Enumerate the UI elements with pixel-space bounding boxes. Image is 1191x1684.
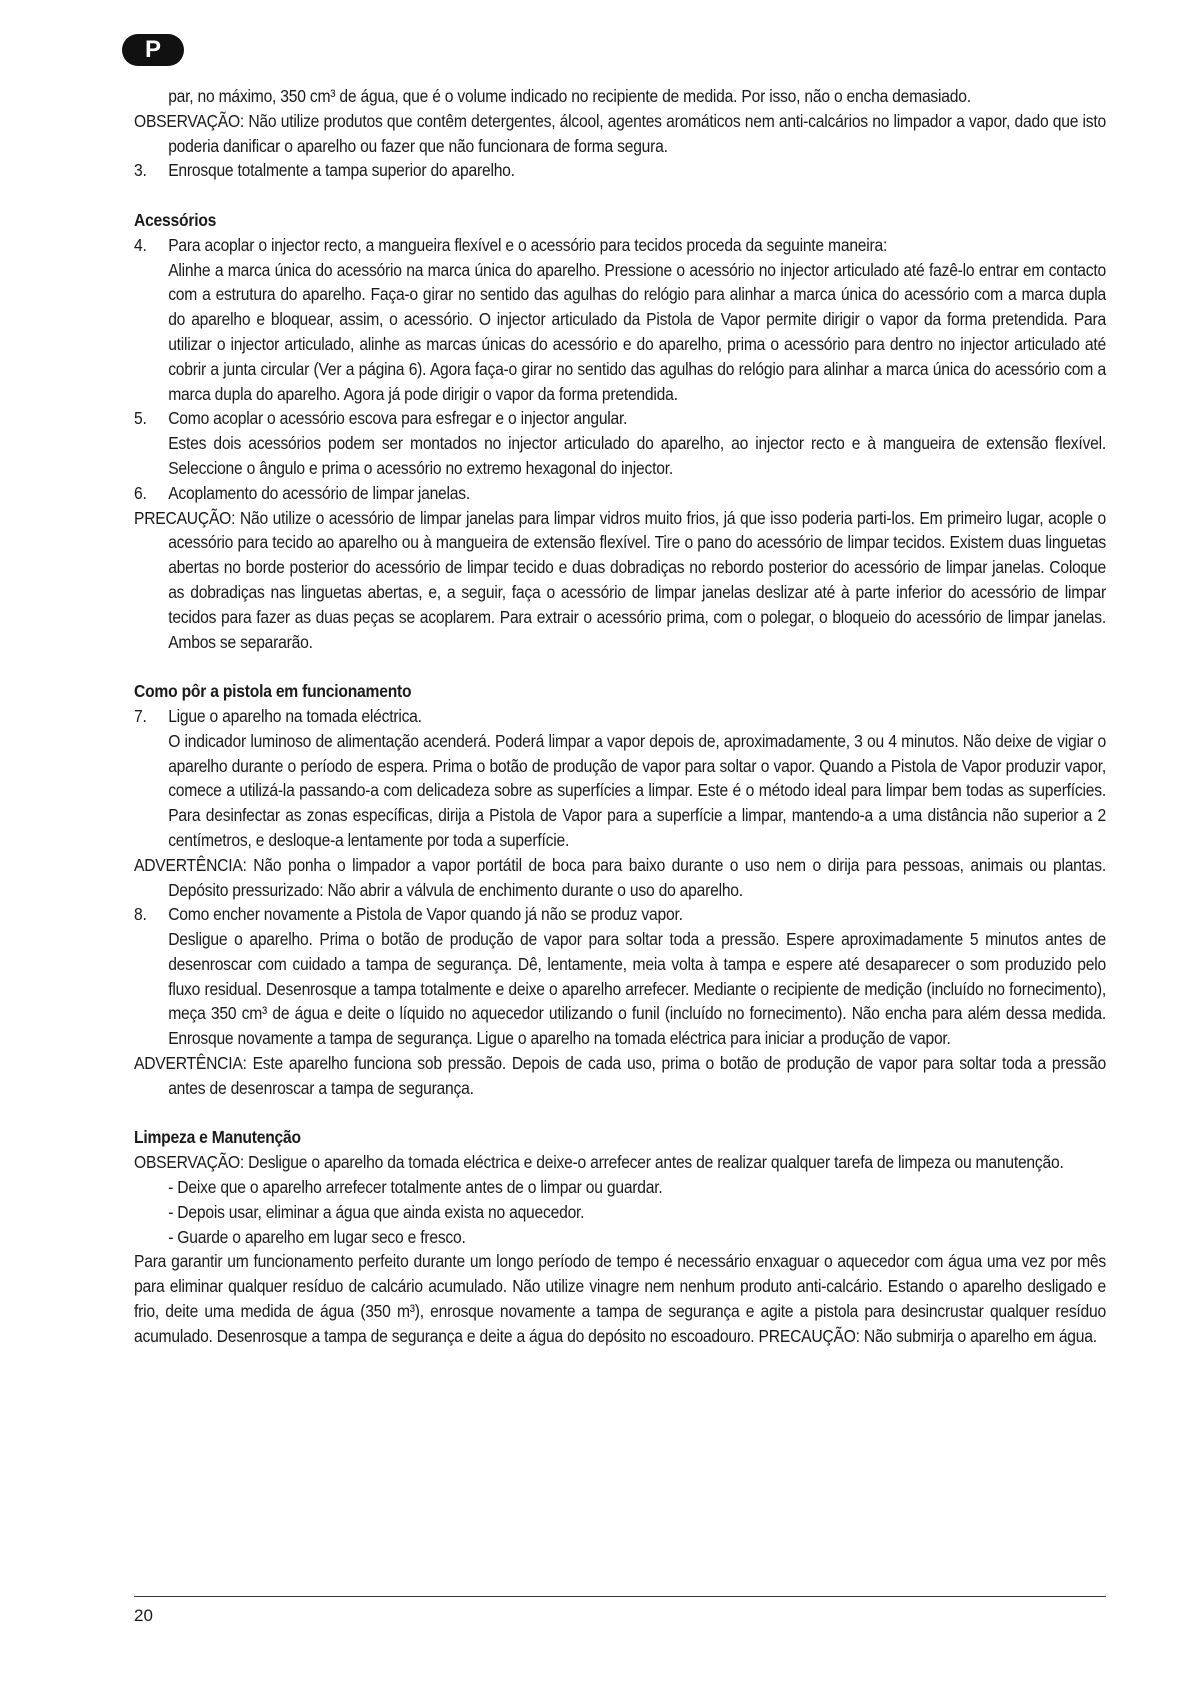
step-number: 5.	[134, 408, 147, 429]
document-body	[134, 84, 1106, 1349]
bullet-item: - Deixe que o aparelho arrefecer totalmente antes de o limpar ou guardar.	[168, 1177, 663, 1198]
paragraph-continuation: par, no máximo, 350 cm³ de água, que é o volume indicado no recipiente de medida. Por isso, não o encha demasiado.	[168, 86, 971, 106]
note-advertencia-2: ADVERTÊNCIA: Este aparelho funciona sob pressão. Depois de cada uso, prima o botão de produção de vapor para soltar toda a pressão antes de desenroscar a tampa de segurança.	[134, 1053, 1106, 1098]
step-text: Enrosque totalmente a tampa superior do aparelho.	[168, 160, 515, 181]
step-text: Para acoplar o injector recto, a mangueira flexível e o acessório para tecidos proceda da seguinte maneira:	[168, 234, 888, 255]
note-observacao: OBSERVAÇÃO: Não utilize produtos que contêm detergentes, álcool, agentes aromáticos nem anti-calcários no limpador a vapor, dado que isto poderia danificar o aparelho ou fazer que não funcionara de forma segura.	[134, 110, 1106, 156]
step-5	[134, 406, 1106, 431]
step-7	[134, 704, 1106, 729]
note-precaucao: PRECAUÇÃO: Não utilize o acessório de limpar janelas para limpar vidros muito frios, já que isso poderia parti-los. Em primeiro lugar, acople o acessório para tecido ao aparelho ou à mangueira de extensão flexível. Tire o pano do acessório de limpar tecidos. Existem duas linguetas abertas no borde posterior do acessório de limpar tecido e duas dobradiças no rebordo posterior do acessório de limpar janelas. Coloque as dobradiças nas linguetas abertas, e, a seguir, faça o acessório de limpar janelas deslizar até à parte inferior do acessório de limpar tecidos para fazer as duas peças se acoplarem. Para extrair o acessório prima, com o polegar, o bloqueio do acessório de limpar janelas. Ambos se separarão.	[134, 507, 1106, 652]
bullet-item: - Guarde o aparelho em lugar seco e fresco.	[168, 1226, 466, 1247]
step-3	[134, 158, 1106, 183]
note-observacao-limpeza: OBSERVAÇÃO: Desligue o aparelho da tomada eléctrica e deixe-o arrefecer antes de realizar qualquer tarefa de limpeza ou manutenção.	[134, 1152, 1064, 1173]
step-5-body: Estes dois acessórios podem ser montados no injector articulado do aparelho, ao injector recto e à mangueira de extensão flexível. Seleccione o ângulo e prima o acessório no extremo hexagonal do injector.	[168, 433, 1106, 478]
note-advertencia-1: ADVERTÊNCIA: Não ponha o limpador a vapor portátil de boca para baixo durante o uso nem o dirija para pessoas, animais ou plantas. Depósito pressurizado: Não abrir a válvula de enchimento durante o uso do aparelho.	[134, 854, 1106, 900]
section-heading-limpeza: Limpeza e Manutenção	[134, 1127, 301, 1148]
bullet-item: - Depois usar, eliminar a água que ainda exista no aquecedor.	[168, 1201, 585, 1222]
step-7-body: O indicador luminoso de alimentação acenderá. Poderá limpar a vapor depois de, aproximadamente, 3 ou 4 minutos. Não deixe de vigiar o aparelho durante o período de espera. Prima o botão de produção de vapor para soltar o vapor. Quando a Pistola de Vapor produzir vapor, comece a utilizá-la passando-a com delicadeza sobre as superfícies a limpar. Este é o método ideal para limpar bem todas as superfícies. Para desinfectar as zonas específicas, dirija a Pistola de Vapor para a superfície a limpar, mantendo-a a uma distância não superior a 2 centímetros, e desloque-a lentamente por toda a superfície.	[168, 730, 1106, 850]
section-heading-acessorios: Acessórios	[134, 209, 217, 230]
language-badge: P	[122, 34, 184, 66]
step-4	[134, 233, 1106, 258]
step-number: 7.	[134, 705, 147, 726]
section-heading-funcionamento: Como pôr a pistola em funcionamento	[134, 681, 412, 702]
step-text: Como acoplar o acessório escova para esfregar e o injector angular.	[168, 408, 628, 429]
step-number: 4.	[134, 234, 147, 255]
step-8	[134, 902, 1106, 927]
step-text: Acoplamento do acessório de limpar janelas.	[168, 482, 470, 503]
step-6	[134, 481, 1106, 506]
step-number: 8.	[134, 904, 147, 925]
step-number: 6.	[134, 482, 147, 503]
maintenance-paragraph: Para garantir um funcionamento perfeito durante um longo período de tempo é necessário enxaguar o aquecedor com água uma vez por mês para eliminar qualquer resíduo de calcário acumulado. Não utilize vinagre nem nenhum produto anti-calcário. Estando o aparelho desligado e frio, deite uma medida de água (350 m³), enrosque novamente a tampa de segurança e agite a pistola para desincrustar qualquer resíduo acumulado. Desenrosque a tampa de segurança e deite a água do depósito no escoadouro. PRECAUÇÃO: Não submirja o aparelho em água.	[134, 1251, 1106, 1346]
step-text: Ligue o aparelho na tomada eléctrica.	[168, 705, 422, 726]
step-text: Como encher novamente a Pistola de Vapor quando já não se produz vapor.	[168, 904, 683, 925]
step-number: 3.	[134, 160, 147, 181]
page-number: 20	[134, 1606, 153, 1625]
step-4-body: Alinhe a marca única do acessório na marca única do aparelho. Pressione o acessório no injector articulado até fazê-lo entrar em contacto com a estrutura do aparelho. Faça-o girar no sentido das agulhas do relógio para alinhar a marca única do acessório com a marca dupla do aparelho e bloquear, assim, o acessório. O injector articulado da Pistola de Vapor permite dirigir o vapor da forma pretendida. Para utilizar o injector articulado, alinhe as marcas únicas do acessório e do aparelho, prima o acessório para dentro no injector articulado até cobrir a junta circular (Ver a página 6). Agora faça-o girar no sentido das agulhas do relógio para alinhar a marca única do acessório com a marca dupla do aparelho. Agora já pode dirigir o vapor da forma pretendida.	[168, 259, 1106, 404]
step-8-body: Desligue o aparelho. Prima o botão de produção de vapor para soltar toda a pressão. Espere aproximadamente 5 minutos antes de desenroscar com cuidado a tampa de segurança. Dê, lentamente, meia volta à tampa e espere até desaparecer o som produzido pelo fluxo residual. Desenrosque a tampa totalmente e deixe o aparelho arrefecer. Mediante o recipiente de medição (incluído no fornecimento), meça 350 cm³ de água e deite o líquido no aquecedor utilizando o funil (incluído no fornecimento). Não encha para além dessa medida. Enrosque novamente a tampa de segurança. Ligue o aparelho na tomada eléctrica para iniciar a produção de vapor.	[168, 929, 1106, 1049]
footer-divider	[134, 1596, 1106, 1597]
